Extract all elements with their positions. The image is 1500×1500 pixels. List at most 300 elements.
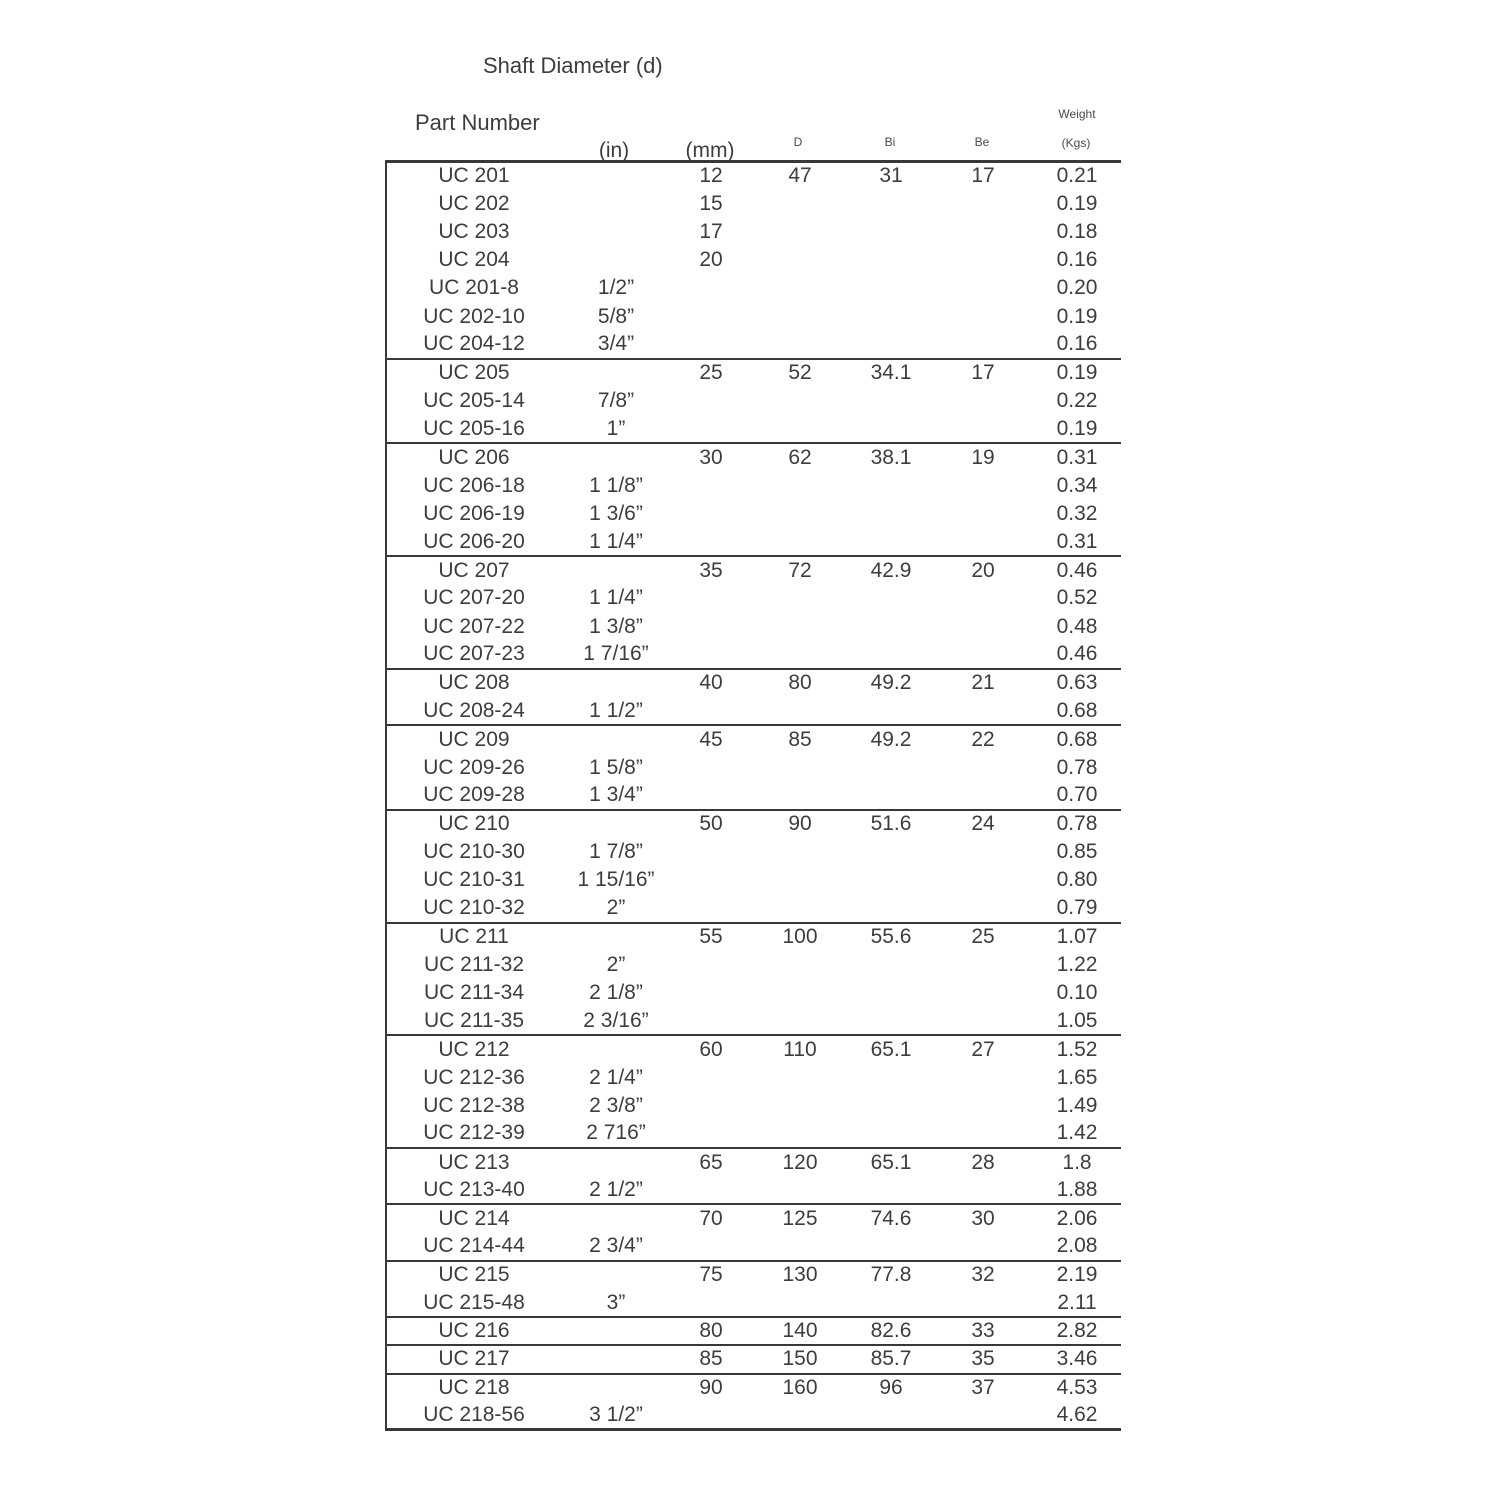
cell-Bi [849,331,933,359]
cell-D: 140 [782,1319,818,1343]
cell-part_number: UC 205-14 [423,389,525,413]
cell-shaft_in: 1 1/4” [589,529,643,553]
cell-shaft_in [561,190,671,218]
cell-Bi: 38.1 [870,445,912,469]
cell-part_number: UC 201-8 [429,276,519,300]
cell-shaft_mm [671,613,751,641]
cell-shaft_mm: 25 [699,361,723,385]
cell-shaft_in [561,1035,671,1063]
cell-shaft_mm [671,302,751,330]
cell-weight_kgs: 1.88 [1056,1177,1098,1201]
cell-Be: 22 [971,727,995,751]
cell-D [751,951,849,979]
cell-D: 72 [788,558,812,582]
cell-shaft_in [561,359,671,387]
cell-Bi [849,1289,933,1317]
cell-Bi [849,1007,933,1035]
cell-Be [933,894,1033,922]
table-row [386,725,1121,753]
cell-Bi: 42.9 [870,558,912,582]
cell-weight_kgs: 0.32 [1056,501,1098,525]
cell-D: 125 [782,1207,818,1231]
cell-shaft_mm [671,894,751,922]
cell-shaft_in: 2 3/16” [583,1008,649,1032]
cell-part_number: UC 210 [438,812,510,836]
cell-part_number: UC 206-18 [423,473,525,497]
cell-shaft_in [561,669,671,697]
cell-part_number: UC 203 [438,219,510,243]
cell-Bi: 96 [879,1376,903,1400]
table-row [386,500,1121,528]
cell-shaft_mm [671,697,751,725]
table-row [386,443,1121,471]
cell-Bi [849,979,933,1007]
cell-Be [933,1233,1033,1261]
table-row [386,1261,1121,1289]
cell-shaft_in [561,1261,671,1289]
cell-shaft_in: 3/4” [597,332,635,356]
table-row [386,951,1121,979]
part-group [386,1148,1121,1204]
cell-weight_kgs: 1.52 [1056,1037,1098,1061]
cell-D [751,1402,849,1430]
cell-weight_kgs: 1.49 [1056,1093,1098,1117]
bearing-spec-table [385,160,1121,1431]
cell-weight_kgs: 0.46 [1056,558,1098,582]
part-group [386,162,1121,359]
cell-Be [933,1092,1033,1120]
col-header-weight-unit: (Kgs) [1061,136,1091,150]
cell-D: 90 [788,812,812,836]
cell-weight_kgs: 1.22 [1056,952,1098,976]
cell-Be: 25 [971,925,995,949]
cell-shaft_mm [671,951,751,979]
cell-weight_kgs: 0.79 [1056,895,1098,919]
cell-shaft_in: 1 1/4” [589,586,643,610]
cell-shaft_mm [671,979,751,1007]
table-row [386,1317,1121,1345]
part-group [386,359,1121,444]
cell-D [751,866,849,894]
part-group [386,923,1121,1036]
cell-Be: 35 [971,1347,995,1371]
cell-D [751,838,849,866]
cell-shaft_mm [671,500,751,528]
cell-D [751,1092,849,1120]
table-row [386,753,1121,781]
cell-Be [933,613,1033,641]
cell-D [751,387,849,415]
cell-shaft_mm: 30 [699,445,723,469]
cell-Bi [849,1176,933,1204]
cell-weight_kgs: 2.19 [1056,1263,1098,1287]
part-group [386,725,1121,810]
table-row [386,274,1121,302]
cell-part_number: UC 202 [438,191,510,215]
cell-Bi [849,190,933,218]
cell-shaft_mm: 85 [699,1347,723,1371]
table-row [386,838,1121,866]
table-row [386,669,1121,697]
part-group [386,1345,1121,1373]
cell-shaft_in: 2 3/4” [589,1234,643,1258]
cell-weight_kgs: 0.63 [1056,671,1098,695]
table-row [386,782,1121,810]
cell-Bi: 31 [879,164,903,188]
cell-weight_kgs: 0.19 [1056,416,1098,440]
cell-D [751,584,849,612]
cell-shaft_mm [671,1289,751,1317]
cell-Be [933,951,1033,979]
cell-Be: 27 [971,1037,995,1061]
cell-Bi [849,584,933,612]
cell-shaft_mm [671,472,751,500]
cell-shaft_in: 1/2” [597,276,635,300]
cell-shaft_mm: 17 [699,219,723,243]
cell-D: 52 [788,361,812,385]
cell-shaft_in: 2 1/4” [589,1065,643,1089]
cell-weight_kgs: 0.16 [1056,332,1098,356]
cell-D: 85 [788,727,812,751]
cell-shaft_in [561,218,671,246]
cell-D [751,415,849,443]
table-row [386,162,1121,190]
cell-D [751,1289,849,1317]
part-group [386,669,1121,725]
cell-Bi: 85.7 [870,1347,912,1371]
cell-shaft_mm [671,866,751,894]
cell-shaft_in [561,1204,671,1232]
cell-Be [933,387,1033,415]
cell-Bi: 49.2 [870,727,912,751]
part-group [386,1374,1121,1430]
cell-shaft_in [561,725,671,753]
cell-part_number: UC 210-32 [423,895,525,919]
shaft-diameter-heading: Shaft Diameter (d) [483,53,663,78]
cell-shaft_mm [671,415,751,443]
cell-shaft_in: 3 1/2” [589,1403,643,1427]
cell-weight_kgs: 1.8 [1062,1150,1092,1174]
table-row [386,1148,1121,1176]
table-row [386,1233,1121,1261]
cell-Be: 33 [971,1319,995,1343]
cell-weight_kgs: 0.52 [1056,586,1098,610]
cell-shaft_in [561,1345,671,1373]
cell-Be [933,641,1033,669]
table-row [386,1120,1121,1148]
cell-weight_kgs: 0.31 [1056,529,1098,553]
table-row [386,979,1121,1007]
cell-shaft_mm [671,1064,751,1092]
cell-Be [933,979,1033,1007]
cell-shaft_mm: 12 [699,164,723,188]
cell-Be: 30 [971,1207,995,1231]
cell-D [751,190,849,218]
cell-Be: 37 [971,1376,995,1400]
cell-D [751,1007,849,1035]
cell-shaft_mm: 40 [699,671,723,695]
cell-shaft_in: 1 15/16” [577,868,655,892]
cell-shaft_in: 1 3/4” [589,783,643,807]
cell-part_number: UC 211 [439,925,509,949]
part-group [386,1261,1121,1317]
cell-part_number: UC 202-10 [423,304,525,328]
cell-part_number: UC 209 [438,727,510,751]
cell-weight_kgs: 0.78 [1056,812,1098,836]
cell-part_number: UC 216 [438,1319,510,1343]
cell-weight_kgs: 0.16 [1056,248,1098,272]
cell-part_number: UC 212 [438,1037,510,1061]
cell-Bi [849,274,933,302]
cell-weight_kgs: 0.19 [1056,361,1098,385]
cell-Be [933,1007,1033,1035]
cell-Bi: 51.6 [870,812,912,836]
cell-D: 47 [788,164,812,188]
cell-part_number: UC 206 [438,445,510,469]
table-row [386,331,1121,359]
cell-Bi: 77.8 [870,1263,912,1287]
cell-shaft_mm: 70 [699,1207,723,1231]
table-row [386,1374,1121,1402]
cell-Bi: 65.1 [870,1037,912,1061]
cell-shaft_mm [671,1120,751,1148]
cell-weight_kgs: 0.19 [1056,304,1098,328]
cell-shaft_mm [671,387,751,415]
cell-shaft_in [561,246,671,274]
cell-Be [933,190,1033,218]
cell-Bi: 65.1 [870,1150,912,1174]
cell-shaft_mm: 50 [699,812,723,836]
table-row [386,1204,1121,1232]
cell-shaft_in [561,1148,671,1176]
cell-D: 110 [783,1037,817,1061]
cell-shaft_in [561,556,671,584]
table-row [386,1007,1121,1035]
cell-weight_kgs: 4.53 [1056,1376,1098,1400]
cell-Be [933,838,1033,866]
cell-shaft_mm [671,331,751,359]
cell-part_number: UC 208 [438,671,510,695]
cell-part_number: UC 218-56 [423,1403,525,1427]
cell-part_number: UC 201 [438,164,510,188]
cell-part_number: UC 205-16 [423,416,525,440]
cell-shaft_mm: 15 [699,191,723,215]
cell-Be [933,246,1033,274]
cell-Be [933,584,1033,612]
cell-Bi: 49.2 [870,671,912,695]
cell-Bi: 74.6 [870,1207,912,1231]
cell-Be: 21 [971,671,995,695]
cell-D [751,1176,849,1204]
col-header-be: Be [974,135,990,149]
cell-Bi [849,894,933,922]
cell-shaft_mm [671,838,751,866]
cell-D [751,246,849,274]
cell-shaft_in: 1 1/2” [589,698,643,722]
cell-weight_kgs: 1.65 [1056,1065,1098,1089]
table-row [386,1035,1121,1063]
cell-Be [933,331,1033,359]
cell-Be [933,753,1033,781]
table-row [386,387,1121,415]
cell-weight_kgs: 0.19 [1056,191,1098,215]
cell-Bi [849,1064,933,1092]
part-group [386,556,1121,669]
cell-Bi [849,866,933,894]
cell-shaft_in: 2” [606,952,626,976]
col-header-in: (in) [598,139,630,162]
cell-D [751,302,849,330]
cell-part_number: UC 215-48 [423,1290,525,1314]
cell-shaft_in: 5/8” [597,304,635,328]
cell-weight_kgs: 1.05 [1056,1008,1098,1032]
cell-Be: 28 [971,1150,995,1174]
table-row [386,246,1121,274]
cell-part_number: UC 212-38 [423,1093,525,1117]
cell-part_number: UC 209-26 [423,755,525,779]
cell-shaft_in [561,923,671,951]
cell-weight_kgs: 0.78 [1056,755,1098,779]
cell-Bi [849,528,933,556]
cell-shaft_mm: 35 [699,558,723,582]
cell-weight_kgs: 0.80 [1056,868,1098,892]
cell-weight_kgs: 0.10 [1056,981,1098,1005]
cell-shaft_in: 1 1/8” [589,473,643,497]
cell-Be [933,1176,1033,1204]
cell-weight_kgs: 0.68 [1056,727,1098,751]
cell-shaft_in: 1” [606,416,626,440]
cell-Bi [849,387,933,415]
cell-shaft_mm: 65 [699,1150,723,1174]
cell-Bi [849,951,933,979]
table-row [386,810,1121,838]
cell-D [751,1120,849,1148]
cell-Be: 24 [971,812,995,836]
cell-weight_kgs: 0.48 [1056,614,1098,638]
table-row [386,1064,1121,1092]
cell-D: 130 [782,1263,818,1287]
table-row [386,697,1121,725]
cell-part_number: UC 206-20 [423,529,525,553]
cell-Be [933,274,1033,302]
cell-Bi [849,753,933,781]
cell-weight_kgs: 0.68 [1056,698,1098,722]
cell-D [751,1064,849,1092]
cell-shaft_mm [671,753,751,781]
cell-shaft_in: 2 1/8” [589,981,643,1005]
cell-Bi [849,1233,933,1261]
col-header-weight: Weight [1058,107,1096,121]
cell-shaft_mm: 45 [699,727,723,751]
cell-Bi [849,500,933,528]
part-group [386,1317,1121,1345]
cell-weight_kgs: 0.31 [1056,445,1098,469]
cell-weight_kgs: 0.85 [1056,840,1098,864]
cell-Bi: 34.1 [870,361,912,385]
table-row [386,472,1121,500]
cell-shaft_in: 3” [606,1290,626,1314]
table-row [386,641,1121,669]
cell-part_number: UC 204-12 [423,332,525,356]
cell-shaft_in [561,1317,671,1345]
table-row [386,359,1121,387]
cell-Be [933,1120,1033,1148]
cell-shaft_mm [671,528,751,556]
cell-shaft_in [561,443,671,471]
cell-Bi [849,782,933,810]
cell-part_number: UC 214 [438,1207,510,1231]
cell-shaft_in: 1 7/8” [589,840,643,864]
cell-weight_kgs: 0.70 [1056,783,1098,807]
cell-Bi [849,472,933,500]
cell-Bi [849,415,933,443]
cell-part_number: UC 217 [438,1347,510,1371]
table-row [386,613,1121,641]
cell-weight_kgs: 1.07 [1056,925,1098,949]
cell-weight_kgs: 0.22 [1056,389,1098,413]
cell-D [751,528,849,556]
cell-weight_kgs: 2.11 [1057,1290,1097,1314]
table-row [386,1176,1121,1204]
col-header-mm: (mm) [685,139,735,162]
cell-shaft_mm: 55 [699,925,723,949]
cell-Be [933,302,1033,330]
table-row [386,1402,1121,1430]
cell-part_number: UC 211-32 [424,952,524,976]
cell-Be [933,415,1033,443]
part-number-heading: Part Number [415,110,540,135]
cell-Be [933,1402,1033,1430]
table-row [386,923,1121,951]
part-group [386,1204,1121,1260]
table-row [386,302,1121,330]
cell-Bi [849,1120,933,1148]
cell-Be [933,218,1033,246]
cell-weight_kgs: 1.42 [1056,1121,1098,1145]
cell-Bi [849,838,933,866]
cell-shaft_mm [671,1233,751,1261]
cell-part_number: UC 218 [438,1376,510,1400]
cell-D: 62 [788,445,812,469]
part-group [386,1035,1121,1148]
cell-part_number: UC 214-44 [423,1234,525,1258]
cell-D [751,1233,849,1261]
cell-Bi [849,641,933,669]
cell-Bi [849,1092,933,1120]
cell-shaft_mm: 75 [699,1263,723,1287]
table-row [386,584,1121,612]
cell-weight_kgs: 2.06 [1056,1207,1098,1231]
cell-shaft_mm [671,1176,751,1204]
cell-D: 100 [782,925,818,949]
cell-weight_kgs: 0.18 [1056,219,1098,243]
table-row [386,415,1121,443]
cell-Be [933,782,1033,810]
cell-Be: 19 [971,445,995,469]
cell-Bi: 55.6 [870,925,912,949]
cell-D [751,697,849,725]
part-group [386,443,1121,556]
cell-weight_kgs: 0.21 [1056,164,1098,188]
cell-D [751,500,849,528]
table-row [386,894,1121,922]
cell-Bi [849,1402,933,1430]
cell-shaft_in [561,162,671,190]
table-row [386,866,1121,894]
cell-part_number: UC 213 [438,1150,510,1174]
cell-Be [933,1064,1033,1092]
cell-D [751,894,849,922]
